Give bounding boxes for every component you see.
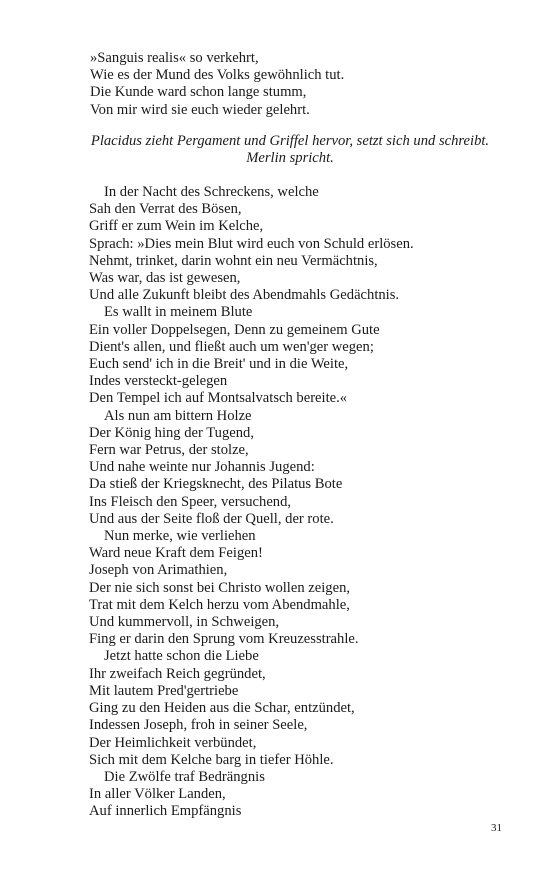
verse-line: Sprach: »Dies mein Blut wird euch von Schuld erlösen. xyxy=(89,235,414,252)
verse-line: Der Heimlichkeit verbündet, xyxy=(89,734,257,751)
verse-line: Es wallt in meinem Blute xyxy=(104,304,253,321)
verse-line: Die Kunde ward schon lange stumm, xyxy=(90,84,307,101)
verse-line: Und nahe weinte nur Johannis Jugend: xyxy=(89,459,315,476)
verse-line: Der König hing der Tugend, xyxy=(89,424,254,441)
verse-line: Jetzt hatte schon die Liebe xyxy=(104,648,259,665)
verse-line: Und kummervoll, in Schweigen, xyxy=(89,614,280,631)
verse-line: Dient's allen, und fließt auch um wen'ger wegen; xyxy=(89,338,374,355)
verse-line: Die Zwölfe traf Bedrängnis xyxy=(104,768,265,785)
verse-line: Was war, das ist gewesen, xyxy=(89,270,241,287)
verse-line: »Sanguis realis« so verkehrt, xyxy=(90,50,259,66)
verse-line: Auf innerlich Empfängnis xyxy=(89,803,242,820)
verse-line: Und alle Zukunft bleibt des Abendmahls Gedächtnis. xyxy=(89,287,400,304)
verse-line: Der nie sich sonst bei Christo wollen zeigen, xyxy=(89,579,351,596)
stage-direction-line: Placidus zieht Pergament und Griffel hervor, setzt sich und schreibt. xyxy=(90,133,490,149)
poem-body xyxy=(89,184,519,821)
verse-line: Mit lautem Pred'gertriebe xyxy=(89,682,239,699)
verse-line: Nun merke, wie verliehen xyxy=(104,528,256,545)
verse-line: Von mir wird sie euch wieder gelehrt. xyxy=(90,101,310,118)
verse-line: Fern war Petrus, der stolze, xyxy=(89,442,249,459)
stage-direction xyxy=(70,133,510,167)
verse-line: Ging zu den Heiden aus die Schar, entzündet, xyxy=(89,700,355,717)
verse-line: Trat mit dem Kelch herzu vom Abendmahle, xyxy=(89,596,350,613)
verse-line: In der Nacht des Schreckens, welche xyxy=(104,184,319,200)
verse-line: Als nun am bittern Holze xyxy=(104,407,252,424)
verse-line: Wie es der Mund des Volks gewöhnlich tut. xyxy=(90,67,345,84)
verse-line: Da stieß der Kriegsknecht, des Pilatus Bote xyxy=(89,476,343,493)
stage-direction-speaker: Merlin spricht. xyxy=(246,150,334,167)
verse-line: Ins Fleisch den Speer, versuchend, xyxy=(89,493,292,510)
verse-line: Ihr zweifach Reich gegründet, xyxy=(89,665,266,682)
verse-line: Und aus der Seite floß der Quell, der rote. xyxy=(89,510,334,527)
verse-line: Ein voller Doppelsegen, Denn zu gemeinem Gute xyxy=(89,321,380,338)
verse-line: Indessen Joseph, froh in seiner Seele, xyxy=(89,717,308,734)
verse-line: Nehmt, trinket, darin wohnt ein neu Vermächtnis, xyxy=(89,252,378,269)
verse-line: Den Tempel ich auf Montsalvatsch bereite.« xyxy=(89,390,348,407)
verse-line: Fing er darin den Sprung vom Kreuzesstrahle. xyxy=(89,631,359,648)
verse-line: Sah den Verrat des Bösen, xyxy=(89,201,242,218)
verse-line: Euch send' ich in die Breit' und in die Weite, xyxy=(89,356,349,373)
verse-line: In aller Völker Landen, xyxy=(89,786,226,803)
verse-line: Sich mit dem Kelche barg in tiefer Höhle. xyxy=(89,751,334,768)
verse-line: Griff er zum Wein im Kelche, xyxy=(89,218,264,235)
verse-line: Ward neue Kraft dem Feigen! xyxy=(89,545,263,562)
verse-line: Indes versteckt-gelegen xyxy=(89,373,228,390)
intro-stanza xyxy=(90,50,510,119)
verse-line: Joseph von Arimathien, xyxy=(89,562,228,579)
page-number: 31 xyxy=(491,822,502,834)
